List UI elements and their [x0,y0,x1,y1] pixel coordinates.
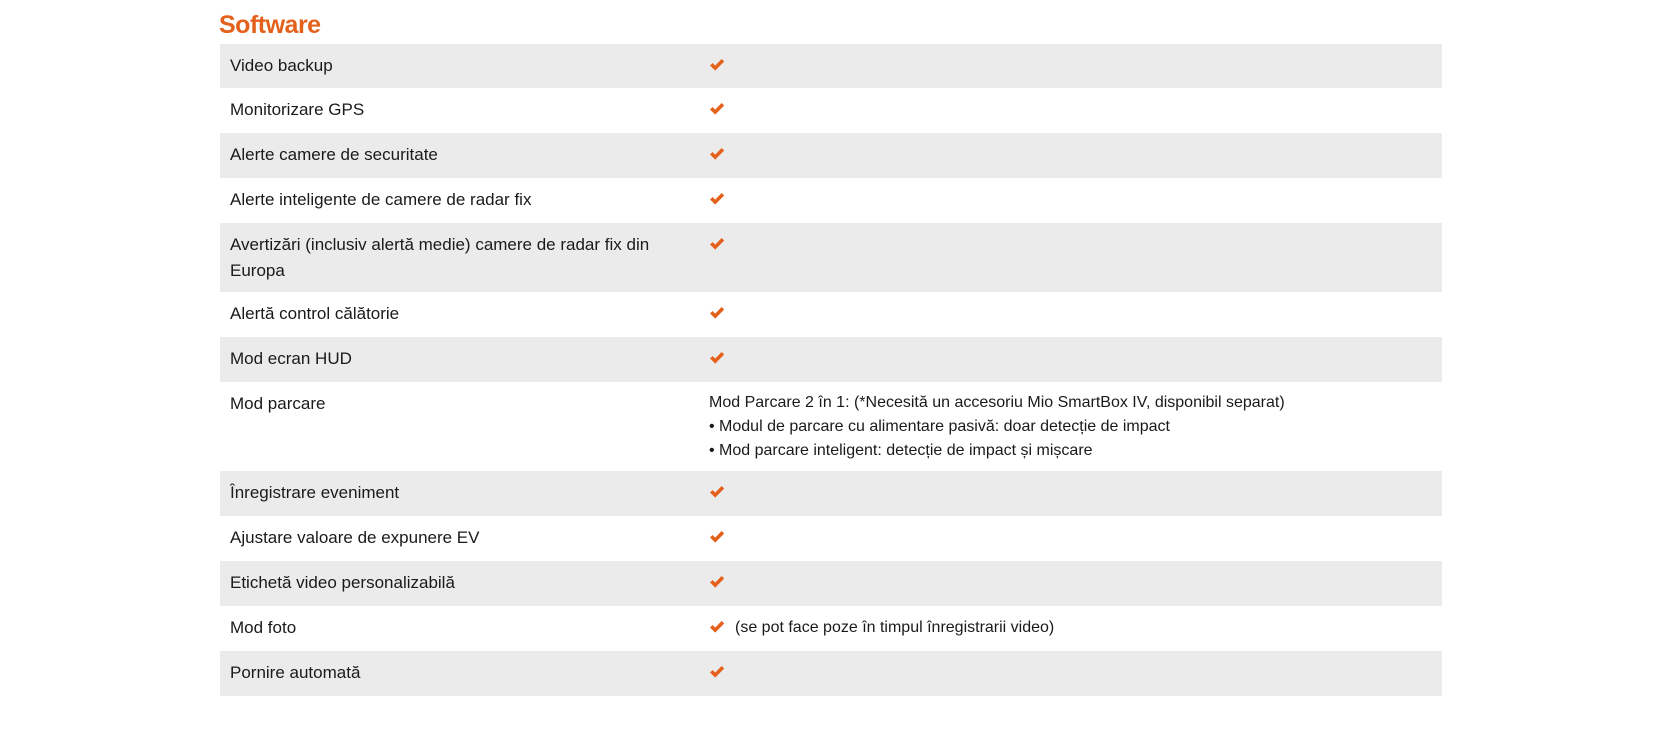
spec-value [709,53,1442,79]
spec-label: Înregistrare eveniment [230,483,400,502]
spec-label: Ajustare valoare de expunere EV [230,528,480,547]
spec-row-video-backup [220,44,1442,88]
spec-value [709,346,1442,372]
spec-row-eticheta-video-personalizabila [220,561,1442,606]
spec-row-alerte-inteligente-de-camere-de-radar-fix [220,178,1442,223]
spec-value-lines [709,391,1285,463]
spec-value [709,391,1442,463]
checkmark-icon [709,570,727,596]
spec-label: Alertă control călătorie [230,304,400,323]
spec-row-alerta-control-calatorie [220,292,1442,337]
spec-value [709,142,1442,168]
checkmark-icon [709,53,727,79]
spec-value-line: • Modul de parcare cu alimentare pasivă: doar detecție de impact [709,418,1170,435]
spec-row-inregistrare-eveniment [220,471,1442,516]
checkmark-icon [709,660,727,686]
spec-label: Video backup [230,56,333,75]
spec-table [220,44,1442,696]
checkmark-icon [709,346,727,372]
spec-row-mod-parcare [220,382,1442,471]
spec-row-monitorizare-gps [220,88,1442,133]
spec-value [709,187,1442,213]
spec-label: Alerte inteligente de camere de radar fix [230,190,532,209]
spec-label: Avertizări (inclusiv alertă medie) camere de radar fix din Europa [230,235,650,280]
section-title: Software [219,11,321,39]
spec-value-line: • Mod parcare inteligent: detecție de impact și mișcare [709,442,1093,459]
checkmark-icon [709,480,727,506]
spec-value [709,480,1442,506]
checkmark-icon [709,232,727,258]
spec-label: Etichetă video personalizabilă [230,573,455,592]
spec-value-note: (se pot face poze în timpul înregistrarii video) [735,619,1055,636]
spec-value [709,660,1442,686]
spec-label: Mod ecran HUD [230,349,352,368]
spec-label: Monitorizare GPS [230,100,365,119]
checkmark-icon [709,187,727,213]
checkmark-icon [709,525,727,551]
spec-value [709,615,1442,641]
spec-label: Mod foto [230,618,297,637]
spec-value [709,525,1442,551]
spec-value [709,97,1442,123]
checkmark-icon [709,615,727,641]
checkmark-icon [709,301,727,327]
spec-row-alerte-camere-de-securitate [220,133,1442,178]
spec-value [709,301,1442,327]
spec-value-line: Mod Parcare 2 în 1: (*Necesită un accesoriu Mio SmartBox IV, disponibil separat) [709,394,1285,411]
spec-value [709,232,1442,258]
spec-row-ajustare-valoare-de-expunere-ev [220,516,1442,561]
checkmark-icon [709,142,727,168]
spec-row-pornire-automata [220,651,1442,696]
spec-row-mod-foto [220,606,1442,651]
spec-label: Pornire automată [230,663,361,682]
spec-value [709,570,1442,596]
spec-label: Mod parcare [230,394,326,413]
spec-label: Alerte camere de securitate [230,145,438,164]
checkmark-icon [709,97,727,123]
spec-row-mod-ecran-hud [220,337,1442,382]
spec-row-avertizari-inclusiv-alerta-medie-camere-de-radar-fix-din-europa [220,223,1442,292]
